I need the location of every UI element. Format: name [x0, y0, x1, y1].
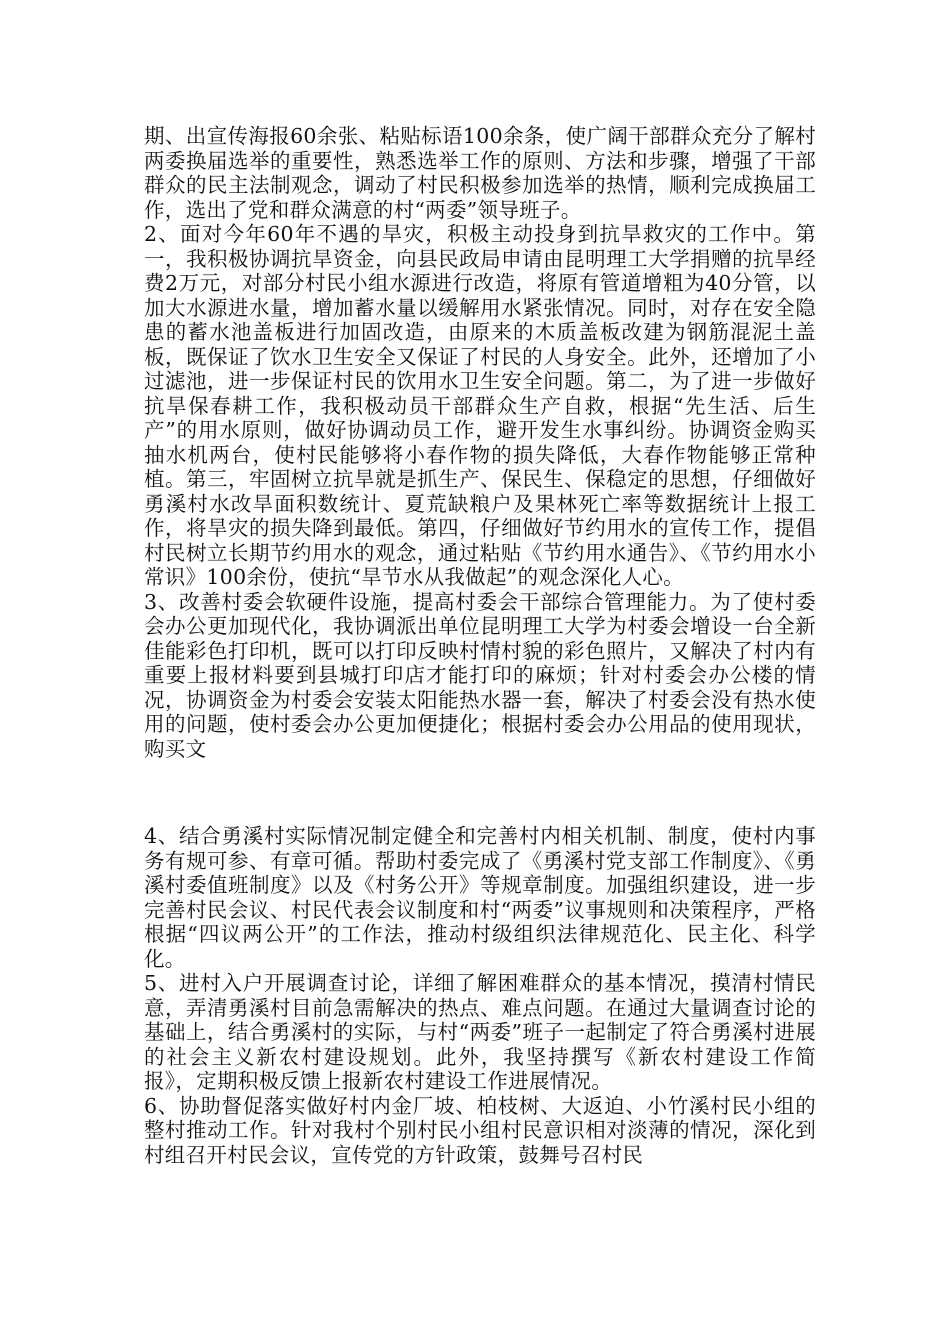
- paragraph-household-survey: 5、进村入户开展调查讨论，详细了解困难群众的基本情况，摸清村情民意，弄清勇溪村目前急需解决的热点、难点问题。在通过大量调查讨论的基础上，结合勇溪村的实际，与村“两委”班子一起制定了符合勇溪村进展的社会主义新农村建设规划。此外，我坚持撰写《新农村建设工作简报》，定期积极反馈上报新农村建设工作进展情况。: [144, 971, 816, 1093]
- paragraph-village-rules: 4、结合勇溪村实际情况制定健全和完善村内相关机制、制度，使村内事务有规可参、有章可循。帮助村委完成了《勇溪村党支部工作制度》、《勇溪村委值班制度》以及《村务公开》等规章制度。加强组织建设，进一步完善村民会议、村民代表会议制度和村“两委”议事规则和决策程序，严格根据“四议两公开”的工作法，推动村级组织法律规范化、民主化、科学化。: [144, 824, 816, 971]
- text-block-lower: [144, 824, 816, 1167]
- paragraph-office-facilities: 3、改善村委会软硬件设施，提高村委会干部综合管理能力。为了使村委会办公更加现代化，我协调派出单位昆明理工大学为村委会增设一台全新佳能彩色打印机，既可以打印反映村情村貌的彩色照片，又解决了村内有重要上报材料要到县城打印店才能打印的麻烦；针对村委会办公楼的情况，协调资金为村委会安装太阳能热水器一套，解决了村委会没有热水使用的问题，使村委会办公更加便捷化；根据村委会办公用品的使用现状，购买文: [144, 589, 816, 761]
- paragraph-village-promotion: 6、协助督促落实做好村内金厂坡、柏枝树、大返迫、小竹溪村民小组的整村推动工作。针对我村个别村民小组村民意识相对淡薄的情况，深化到村组召开村民会议，宣传党的方针政策，鼓舞号召村民: [144, 1093, 816, 1167]
- text-block-upper: [144, 124, 816, 761]
- paragraph-drought-relief: 2、面对今年60年不遇的旱灾，积极主动投身到抗旱救灾的工作中。第一，我积极协调抗旱资金，向县民政局申请由昆明理工大学捐赠的抗旱经费2万元，对部分村民小组水源进行改造，将原有管道增粗为40分管，以加大水源进水量，增加蓄水量以缓解用水紧张情况。同时，对存在安全隐患的蓄水池盖板进行加固改造，由原来的木质盖板改建为钢筋混泥土盖板，既保证了饮水卫生安全又保证了村民的人身安全。此外，还增加了小过滤池，进一步保证村民的饮用水卫生安全问题。第二，为了进一步做好抗旱保春耕工作，我积极动员干部群众生产自救，根据“先生活、后生产”的用水原则，做好协调动员工作，避开发生水事纠纷。协调资金购买抽水机两台，使村民能够将小春作物的损失降低，大春作物能够正常种植。第三，牢固树立抗旱就是抓生产、保民生、保稳定的思想，仔细做好勇溪村水改旱面积数统计、夏荒缺粮户及果林死亡率等数据统计上报工作，将旱灾的损失降到最低。第四，仔细做好节约用水的宣传工作，提倡村民树立长期节约用水的观念，通过粘贴《节约用水通告》、《节约用水小常识》100余份，使抗“旱节水从我做起”的观念深化人心。: [144, 222, 816, 589]
- paragraph-election-summary: 期、出宣传海报60余张、粘贴标语100余条，使广阔干部群众充分了解村两委换届选举的重要性，熟悉选举工作的原则、方法和步骤，增强了干部群众的民主法制观念，调动了村民积极参加选举的热情，顺利完成换届工作，选出了党和群众满意的村“两委”领导班子。: [144, 124, 816, 222]
